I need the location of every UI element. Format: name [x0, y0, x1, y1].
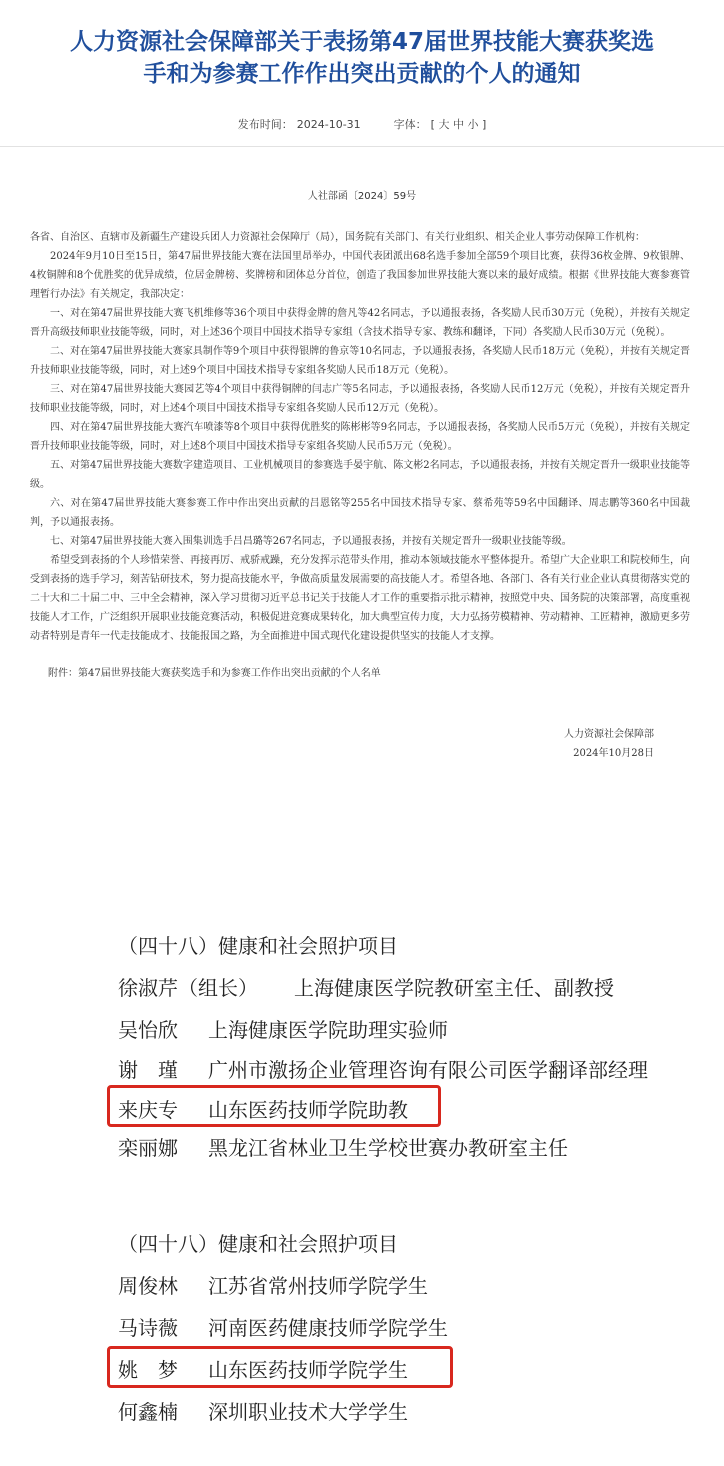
- person-affiliation: 上海健康医学院助理实验师: [208, 1018, 448, 1042]
- list-item: [118, 1132, 568, 1161]
- name-list-excerpt-1: [0, 930, 724, 1170]
- list-item: [118, 1014, 448, 1043]
- list-section-title: （四十八）健康和社会照护项目: [118, 934, 398, 958]
- body-paragraph: 六、对在第47届世界技能大赛参赛工作中作出突出贡献的吕恩铭等255名中国技术指导专家、蔡希苑等59名中国翻译、周志鹏等360名中国裁判，予以通报表扬。: [30, 498, 690, 528]
- list-section-title: （四十八）健康和社会照护项目: [118, 1232, 398, 1256]
- person-affiliation: 黑龙江省林业卫生学校世赛办教研室主任: [208, 1136, 568, 1160]
- signature-date: 2024年10月28日: [573, 748, 654, 759]
- title-line-1: 人力资源社会保障部关于表扬第47届世界技能大赛获奖选: [69, 29, 654, 55]
- body-paragraph: 一、对在第47届世界技能大赛飞机维修等36个项目中获得金牌的詹凡等42名同志，予以通报表扬，各奖励人民币30万元（免税），并按有关规定晋升高级技师职业技能等级，同时，对上述36个项目中国技术指导专家组（含技术指导专家、教练和翻译，下同）各奖励人民币30万元（免税）。: [30, 308, 690, 338]
- person-affiliation: 江苏省常州技师学院学生: [208, 1274, 428, 1298]
- person-name: 谢 瑾: [118, 1058, 178, 1082]
- person-affiliation: 广州市激扬企业管理咨询有限公司医学翻译部经理: [208, 1058, 648, 1082]
- person-name: 栾丽娜: [118, 1136, 178, 1160]
- list-item: [118, 1054, 648, 1083]
- highlight-box: [107, 1346, 453, 1388]
- meta-divider: [0, 146, 724, 147]
- person-name: 姚 梦: [118, 1358, 178, 1382]
- person-name: 吴怡欣: [118, 1018, 178, 1042]
- person-name: 何鑫楠: [118, 1400, 178, 1424]
- body-paragraph: 四、对在第47届世界技能大赛汽车喷漆等8个项目中获得优胜奖的陈彬彬等9名同志，予以通报表扬，各奖励人民币5万元（免税），并按有关规定晋升技师职业技能等级，同时，对上述8个项目中国技术指导专家组各奖励人民币5万元（免税）。: [30, 422, 690, 452]
- body-paragraph: 三、对在第47届世界技能大赛园艺等4个项目中获得铜牌的闫志广等5名同志，予以通报表扬，各奖励人民币12万元（免税），并按有关规定晋升技师职业技能等级，同时，对上述4个项目中国技术指导专家组各奖励人民币12万元（免税）。: [30, 384, 690, 414]
- attachment-note: 附件：第47届世界技能大赛获奖选手和为参赛工作作出突出贡献的个人名单: [48, 668, 381, 679]
- person-affiliation: 深圳职业技术大学学生: [208, 1400, 408, 1424]
- body-paragraph: 各省、自治区、直辖市及新疆生产建设兵团人力资源社会保障厅（局），国务院有关部门、有关行业组织、相关企业人事劳动保障工作机构：: [30, 232, 645, 243]
- list-item: [118, 1312, 448, 1341]
- person-affiliation: 河南医药健康技师学院学生: [208, 1316, 448, 1340]
- body-paragraph: 2024年9月10日至15日，第47届世界技能大赛在法国里昂举办，中国代表团派出68名选手参加全部59个项目比赛，获得36枚金牌、9枚银牌、4枚铜牌和8个优胜奖的优异成绩，位居金牌榜、奖牌榜和团体总分首位，创造了我国参加世界技能大赛以来的最好成绩。根据《世界技能大赛参赛管理暂行办法》有关规定，我部决定：: [30, 251, 690, 300]
- person-affiliation: 上海健康医学院教研室主任、副教授: [294, 976, 614, 1000]
- article-body: [30, 228, 690, 646]
- font-size-options[interactable]: [ 大 中 小 ]: [430, 118, 487, 131]
- signature-block: [0, 725, 654, 763]
- person-name: 来庆专: [118, 1098, 178, 1122]
- person-name: 徐淑芹（组长）: [118, 976, 258, 1000]
- font-size-label: 字体：: [393, 118, 427, 131]
- body-paragraph: 七、对第47届世界技能大赛入围集训选手吕昌璐等267名同志，予以通报表扬，并按有关规定晋升一级职业技能等级。: [50, 536, 572, 547]
- person-name: 周俊林: [118, 1274, 178, 1298]
- document-number: 人社部函〔2024〕59号: [307, 191, 417, 202]
- body-paragraph: 二、对在第47届世界技能大赛家具制作等9个项目中获得银牌的鲁京等10名同志，予以通报表扬，各奖励人民币18万元（免税），并按有关规定晋升技师职业技能等级，同时，对上述9个项目中国技术指导专家组各奖励人民币18万元（免税）。: [30, 346, 690, 376]
- list-item: [118, 972, 614, 1001]
- signature-org: 人力资源社会保障部: [564, 729, 654, 740]
- name-list-excerpt-2: [0, 1228, 724, 1428]
- list-item: [118, 1270, 428, 1299]
- publish-date: 2024-10-31: [296, 118, 361, 131]
- article-meta: [0, 116, 724, 132]
- article-title: [20, 26, 704, 90]
- person-affiliation: 山东医药技师学院助教: [208, 1098, 408, 1122]
- publish-label: 发布时间：: [237, 118, 293, 131]
- person-affiliation: 山东医药技师学院学生: [208, 1358, 408, 1382]
- highlight-box: [107, 1085, 441, 1127]
- title-line-2: 手和为参赛工作作出突出贡献的个人的通知: [143, 61, 581, 87]
- person-name: 马诗薇: [118, 1316, 178, 1340]
- body-paragraph: 希望受到表扬的个人珍惜荣誉、再接再厉、戒骄戒躁，充分发挥示范带头作用，推动本领域技能水平整体提升。希望广大企业职工和院校师生，向受到表扬的选手学习，刻苦钻研技术，努力提高技能水平，争做高质量发展需要的高技能人才。希望各地、各部门、各有关行业企业认真贯彻落实党的二十大和二十届二中、三中全会精神，深入学习贯彻习近平总书记关于技能人才工作的重要指示批示精神，按照党中央、国务院的决策部署，高度重视技能人才工作，广泛组织开展职业技能竞赛活动，积极促进竞赛成果转化，加大典型宣传力度，大力弘扬劳模精神、劳动精神、工匠精神，激励更多劳动者特别是青年一代走技能成才、技能报国之路，为全面推进中国式现代化建设提供坚实的技能人才支撑。: [30, 555, 690, 642]
- list-item: [118, 1396, 408, 1425]
- body-paragraph: 五、对第47届世界技能大赛数字建造项目、工业机械项目的参赛选手晏宇航、陈文彬2名同志，予以通报表扬，并按有关规定晋升一级职业技能等级。: [30, 460, 690, 490]
